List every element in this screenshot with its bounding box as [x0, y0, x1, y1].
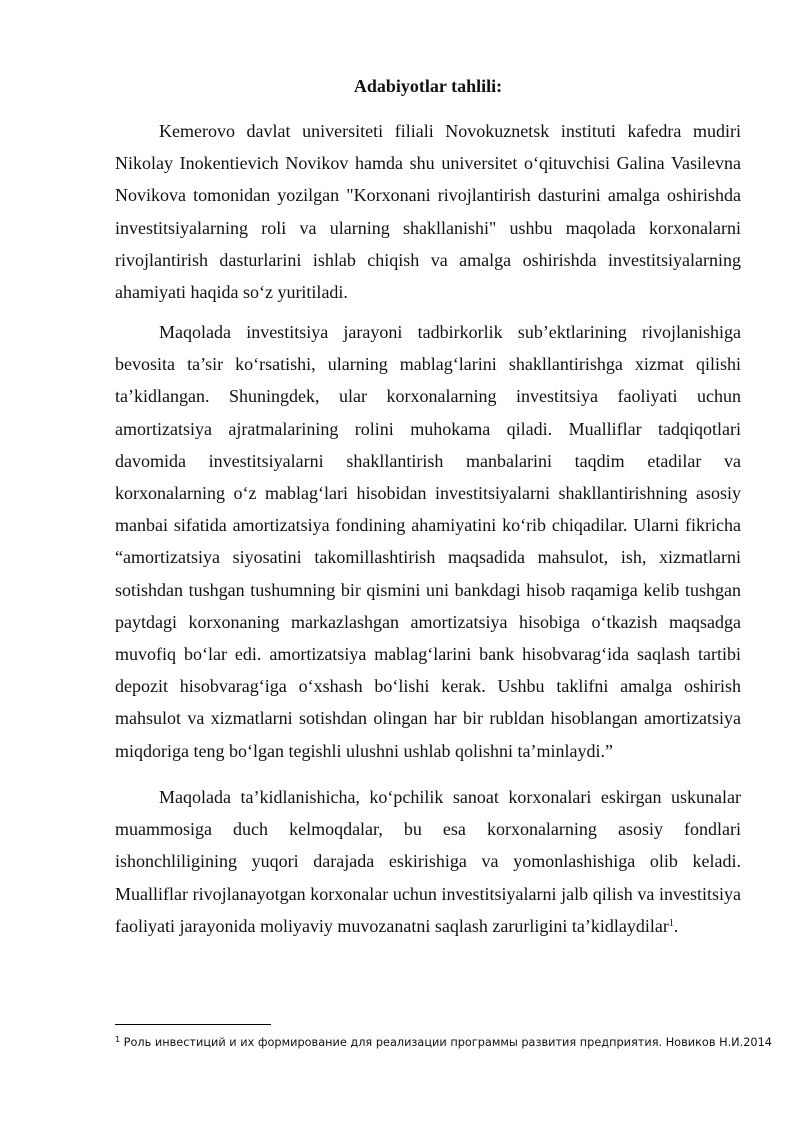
paragraph-3-text: Maqolada ta’kidlanishicha, ko‘pchilik sanoat korxonalari eskirgan uskunalar muammosiga duch kelmoqdalar, bu esa korxonalarning asosiy fondlari ishonchliligining yuqori darajada eskirishiga va yomonlashishiga olib keladi. Mualliflar rivojlanayotgan korxonalar uchun investitsiyalarni jalb qilish va investitsiya faoliyati jarayonida moliyaviy muvozanatni saqlash zarurligini ta’kidlaydilar — [115, 787, 741, 936]
footnote-marker: 1 — [115, 1035, 121, 1044]
footnote-text: Роль инвестиций и их формирование для реализации программы развития предприятия. Новиков Н.И.2014 — [120, 1036, 772, 1049]
footnote-separator — [115, 1024, 271, 1025]
footnote — [115, 1035, 772, 1051]
footnote-reference[interactable]: 1 — [668, 917, 674, 929]
paragraph-3 — [115, 781, 741, 942]
page-title: Adabiyotlar tahlili: — [353, 76, 503, 96]
paragraph-2: Maqolada investitsiya jarayoni tadbirkorlik sub’ektlarining rivojlanishiga bevosita ta’sir ko‘rsatishi, ularning mablag‘larini shakllantirishga xizmat qilishi ta’kidlangan. Shuningdek, ular korxonalarning investitsiya faoliyati uchun amortizatsiya ajratmalarining rolini muhokama qiladi. Mualliflar tadqiqotlari davomida investitsiyalarni shakllantirish manbalarini taqdim etadilar va korxonalarning o‘z mablag‘lari hisobidan investitsiyalarni shakllantirishning asosiy manbai sifatida amortizatsiya fondining ahamiyatini ko‘rib chiqadilar. Ularni fikricha “amortizatsiya siyosatini takomillashtirish maqsadida mahsulot, ish, xizmatlarni sotishdan tushgan tushumning bir qismini uni bankdagi hisob raqamiga kelib tushgan paytdagi korxonaning markazlashgan amortizatsiya hisobiga o‘tkazish maqsadga muvofiq bo‘lar edi. amortizatsiya mablag‘larini bank hisobvarag‘ida saqlash tartibi depozit hisobvarag‘iga o‘xshash bo‘lishi kerak. Ushbu taklifni amalga oshirish mahsulot va xizmatlarni sotishdan olingan har bir rubldan hisoblangan amortizatsiya miqdoriga teng bo‘lgan tegishli ulushni ushlab qolishni ta’minlaydi.” — [115, 322, 741, 761]
paragraph-1: Kemerovo davlat universiteti filiali Novokuznetsk instituti kafedra mudiri Nikolay Inokentievich Novikov hamda shu universitet o‘qituvchisi Galina Vasilevna Novikova tomonidan yozilgan "Korxonani rivojlantirish dasturini amalga oshirishda investitsiyalarning roli va ularning shakllanishi" ushbu maqolada korxonalarni rivojlantirish dasturlarini ishlab chiqish va amalga oshirishda investitsiyalarning ahamiyati haqida so‘z yuritiladi. — [115, 121, 741, 303]
paragraph-3-end: . — [673, 915, 679, 936]
